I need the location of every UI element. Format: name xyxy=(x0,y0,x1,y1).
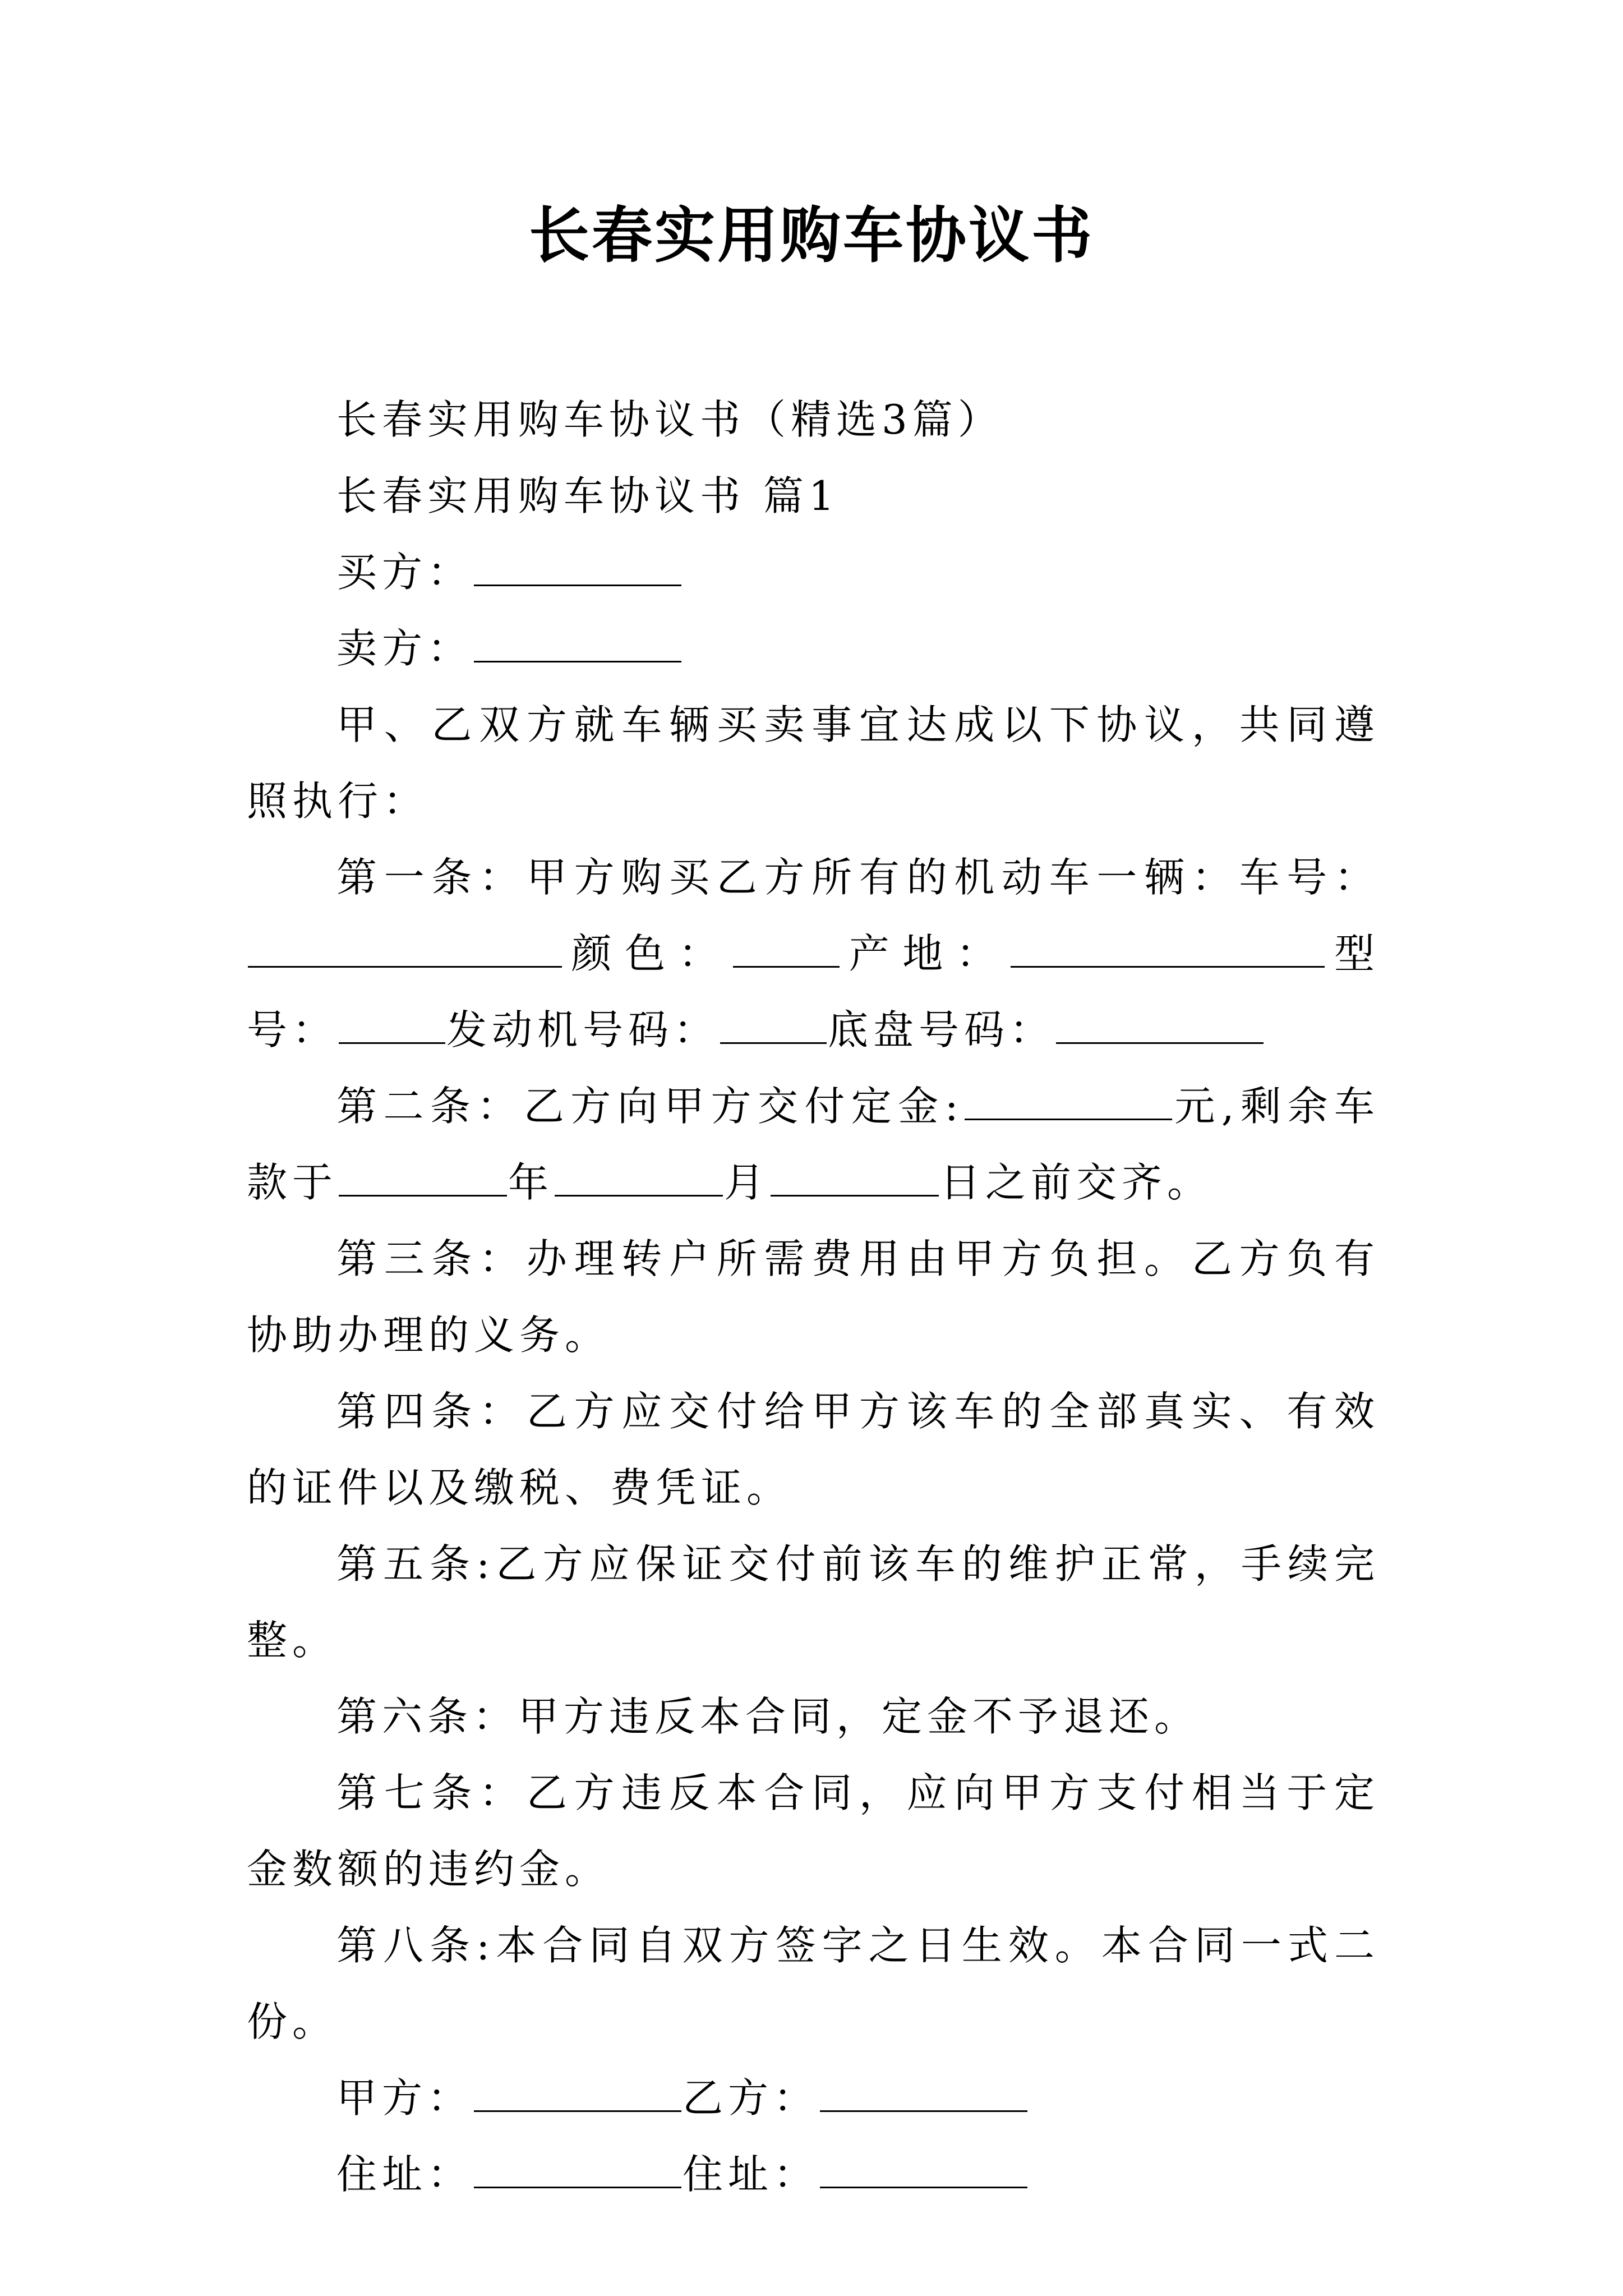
month-label: 月 xyxy=(724,1159,770,1206)
year-label: 年 xyxy=(508,1159,554,1206)
article-1-lead: 第一条：甲方购买乙方所有的机动车一辆：车号： xyxy=(336,854,1380,901)
seller-line xyxy=(247,610,1380,687)
year-blank xyxy=(339,1157,507,1197)
address-a-label: 住址： xyxy=(336,2151,473,2198)
article-3: 第三条：办理转户所需费用由甲方负担。乙方负有协助办理的义务。 xyxy=(247,1235,1380,1359)
intro-paragraph: 甲、乙双方就车辆买卖事宜达成以下协议，共同遵照执行： xyxy=(247,701,1380,825)
article-6: 第六条：甲方违反本合同，定金不予退还。 xyxy=(336,1693,1200,1740)
article-4: 第四条：乙方应交付给甲方该车的全部真实、有效的证件以及缴税、费凭证。 xyxy=(247,1388,1380,1511)
address-b-blank xyxy=(820,2148,1027,2188)
document-body xyxy=(247,381,1380,2212)
article-5: 第五条:乙方应保证交付前该车的维护正常，手续完整。 xyxy=(247,1540,1380,1664)
address-a-blank xyxy=(474,2148,681,2188)
signature-line xyxy=(247,2060,1380,2136)
origin-label: 产地： xyxy=(841,930,1010,977)
deposit-blank xyxy=(965,1080,1172,1120)
subtitle: 长春实用购车协议书（精选3篇） xyxy=(336,396,1003,443)
plate-number-blank xyxy=(248,928,562,968)
origin-blank xyxy=(1011,928,1325,968)
article-8: 第八条:本合同自双方签字之日生效。本合同一式二份。 xyxy=(247,1922,1380,2045)
buyer-label: 买方： xyxy=(336,549,473,596)
day-blank xyxy=(771,1157,939,1197)
yuan-text: 元,剩余车款于 xyxy=(247,1083,1380,1206)
chassis-blank xyxy=(1056,1004,1264,1044)
color-blank xyxy=(733,928,840,968)
party-b-label: 乙方： xyxy=(683,2074,819,2122)
chassis-label: 底盘号码： xyxy=(828,1006,1055,1053)
color-label: 颜色： xyxy=(563,930,732,977)
article-7: 第七条：乙方违反本合同，应向甲方支付相当于定金数额的违约金。 xyxy=(247,1769,1380,1893)
article-2 xyxy=(247,1068,1380,1221)
buyer-line xyxy=(247,534,1380,610)
party-b-blank xyxy=(820,2072,1027,2112)
article-1 xyxy=(247,839,1380,1068)
article-2-lead: 第二条：乙方向甲方交付定金: xyxy=(336,1083,963,1130)
section-heading: 长春实用购车协议书 篇1 xyxy=(336,472,840,519)
model-blank xyxy=(339,1004,445,1044)
month-blank xyxy=(555,1157,723,1197)
address-b-label: 住址： xyxy=(683,2151,819,2198)
day-text: 日之前交齐。 xyxy=(940,1159,1213,1206)
party-a-blank xyxy=(474,2072,681,2112)
engine-blank xyxy=(720,1004,827,1044)
seller-blank xyxy=(474,623,681,662)
model-label: 型号： xyxy=(247,930,1380,1053)
address-line xyxy=(247,2136,1380,2212)
buyer-blank xyxy=(474,546,681,586)
party-a-label: 甲方： xyxy=(336,2074,473,2122)
document-title: 长春实用购车协议书 xyxy=(528,200,1094,271)
engine-label: 发动机号码： xyxy=(446,1006,720,1053)
seller-label: 卖方： xyxy=(336,625,473,672)
